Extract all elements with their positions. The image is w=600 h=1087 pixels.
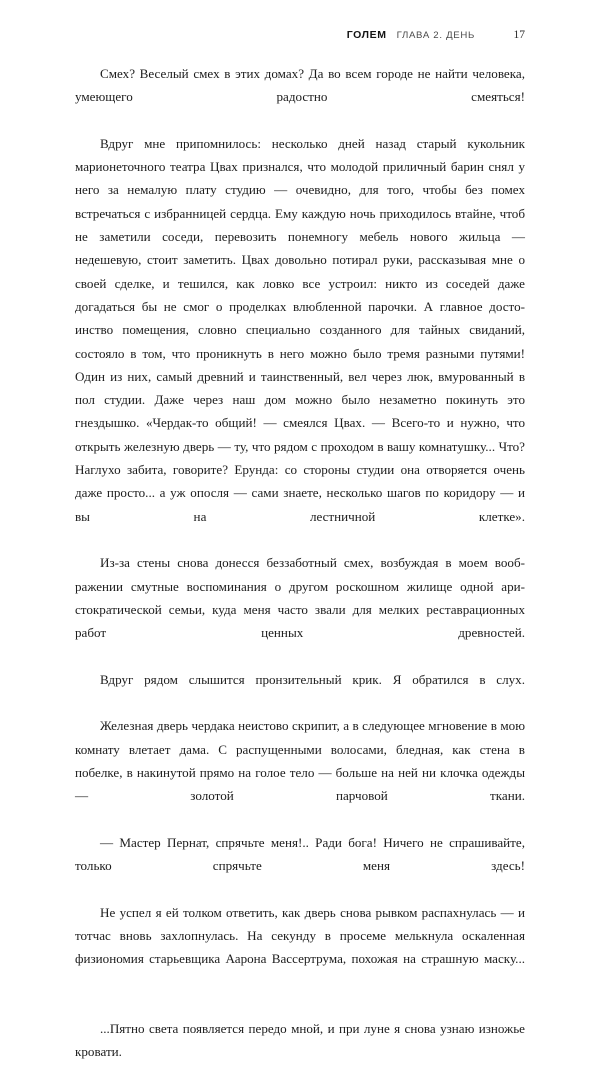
running-head-book-title: ГОЛЕМ: [346, 29, 387, 41]
paragraph: Железная дверь чердака неистово скрипит, а в следующее мгновение в мою комнату влетает дама. С распущенными волосами, бледная, как стена в побелке, в накинутой прямо на голое тело — больше на ней ни клочка одежды — золотой парчовой ткани.: [75, 718, 525, 804]
page-number: 17: [513, 29, 525, 41]
paragraph: Вдруг рядом слышится пронзительный крик. Я обратился в слух.: [100, 671, 525, 687]
running-head: [75, 29, 525, 47]
paragraph: Из-за стены снова донесся беззаботный смех, возбуждая в моем воображении смутные воспоминания о другом роскошном жилище одной аристократической семьи, куда меня часто звали для мелких реставрационных работ ценных древностей.: [75, 555, 525, 641]
paragraph: Вдруг мне припомнилось: несколько дней назад старый кукольник марионеточного театра Цвах признался, что молодой приличный барин снял у него за немалую плату студию — очевидно, для того, чтобы без помех встречаться с избранницей сердца. Ему каждую ночь приходилось втайне, чтоб не заметили соседи, перевозить понемногу мебель нового жильца — недешевую, стоит заметить. Цвах довольно потирал руки, рассказывая мне о своей сделке, и тешился, как ловко все устроил: никто из соседей даже догадаться бы не смог о проделках влюбленной парочки. А главное достоинство помещения, словно специально созданного для тайных свиданий, состояло в том, что проникнуть в него можно было тремя разными путями! Один из них, самый древний и таинственный, вел через люк, вмурованный в пол студии. Даже через наш дом можно было незаметно покинуть это гнездышко. «Чердак-то общий! — смеялся Цвах. — Всего-то и нужно, что открыть железную дверь — ту, что рядом с проходом в вашу комнатушку... Что? Наглухо забита, говорите? Ерунда: со стороны студии она отворяется очень даже просто... а уж опосля — сами знаете, несколько шагов по коридору — и вы на лестничной клетке».: [75, 135, 525, 524]
body-text: [75, 62, 525, 1087]
paragraph: Не успел я ей толком ответить, как дверь снова рывком распахнулась — и тотчас вновь захлопнулась. На секунду в просеме мелькнула оскаленная физиономия старьевщика Аарона Вассертрума, похожая на страшную маску...: [75, 904, 525, 967]
paragraph: ...Пятно света появляется передо мной, и при луне я снова узнаю изножье кровати.: [75, 1021, 525, 1060]
paragraph: Смех? Веселый смех в этих домах? Да во всем городе не найти человека, умеющего радостно смеяться!: [75, 66, 525, 105]
running-head-chapter: ГЛАВА 2. ДЕНЬ: [396, 30, 475, 41]
paragraph: — Мастер Пернат, спрячьте меня!.. Ради бога! Ничего не спрашивайте, только спрячьте меня здесь!: [75, 834, 525, 874]
